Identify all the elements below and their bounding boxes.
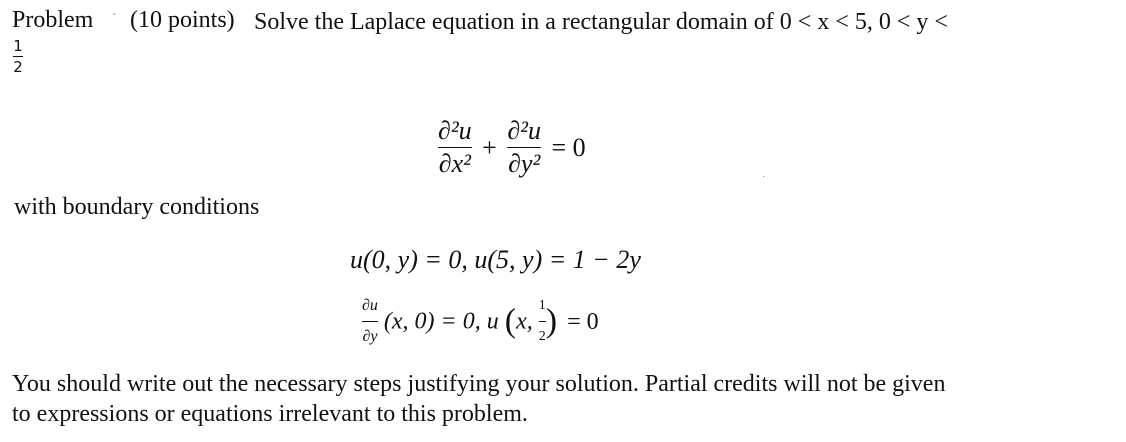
pde-plus: + xyxy=(482,132,497,162)
pde-term2-denominator: ∂y² xyxy=(508,149,541,178)
instructions-line-2: to expressions or equations irrelevant to this problem. xyxy=(12,401,528,427)
pde-term1-denominator: ∂x² xyxy=(438,149,471,178)
boundary-line-1: u(0, y) = 0, u(5, y) = 1 − 2y xyxy=(350,245,641,274)
y-bound-fraction xyxy=(13,37,23,76)
pde-term1-numerator: ∂²u xyxy=(438,116,472,145)
problem-label: Problem xyxy=(12,7,94,33)
bc-x-arg: x, xyxy=(516,308,539,335)
fraction-bar xyxy=(507,147,541,148)
stray-dot: · xyxy=(762,172,766,183)
fraction-bar xyxy=(362,321,378,322)
bc-neumann-text: (x, 0) = 0, u xyxy=(383,308,499,335)
fraction-bar xyxy=(13,56,23,57)
instructions-line-1: You should write out the necessary steps justifying your solution. Partial credits will not be given xyxy=(12,371,946,397)
boundary-line-2 xyxy=(362,292,599,351)
bc-half-numerator: 1 xyxy=(538,298,546,313)
bc-paren-open: ( xyxy=(504,302,517,340)
fraction-bar xyxy=(438,147,472,148)
points-label: (10 points) xyxy=(130,7,235,33)
bc-half-denominator: 2 xyxy=(538,329,546,344)
header-dot: · xyxy=(112,8,117,23)
bc-deriv-denominator: ∂y xyxy=(362,328,378,345)
fraction-bar xyxy=(539,321,546,322)
bc-dirichlet-rhs: = 0 xyxy=(567,308,599,335)
pde-term2-numerator: ∂²u xyxy=(507,116,541,145)
boundary-intro: with boundary conditions xyxy=(14,194,260,220)
y-bound-numerator: 1 xyxy=(13,37,23,55)
bc-deriv-numerator: ∂u xyxy=(362,297,378,314)
pde-rhs: = 0 xyxy=(551,132,586,162)
laplace-equation xyxy=(438,116,586,179)
bc-paren-close: ) xyxy=(545,302,558,340)
problem-statement: Solve the Laplace equation in a rectangular domain of 0 < x < 5, 0 < y < xyxy=(254,9,948,35)
y-bound-denominator: 2 xyxy=(13,58,23,76)
